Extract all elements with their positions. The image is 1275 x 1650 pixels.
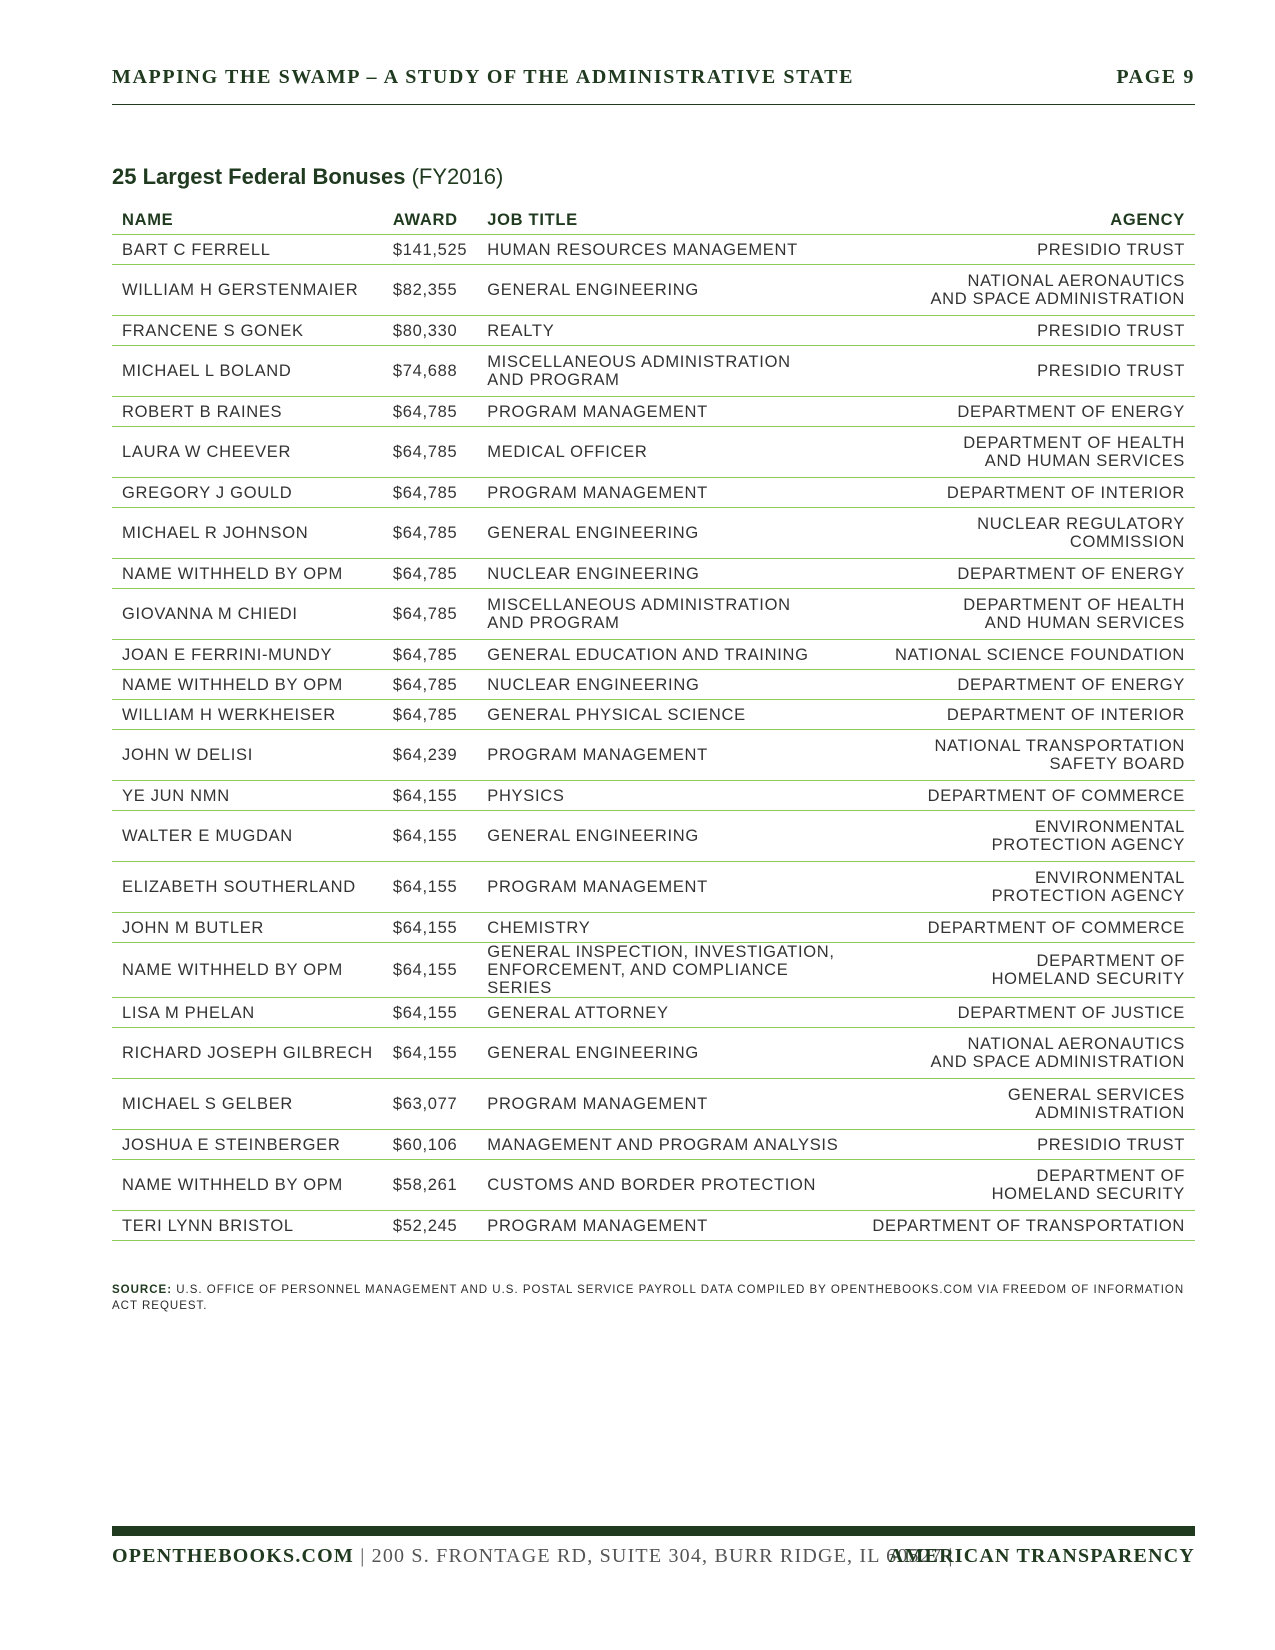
job-title-line: PROGRAM MANAGEMENT: [487, 1216, 708, 1235]
agency-line: NATIONAL TRANSPORTATION: [934, 737, 1185, 755]
cell-job-title: [477, 913, 857, 943]
cell-award: $64,155: [383, 811, 477, 862]
agency-line: PRESIDIO TRUST: [1037, 1135, 1185, 1154]
agency-line: DEPARTMENT OF TRANSPORTATION: [872, 1216, 1185, 1235]
agency-line: AND SPACE ADMINISTRATION: [930, 290, 1185, 308]
agency-line: DEPARTMENT OF HEALTH: [963, 596, 1185, 614]
cell-agency: [857, 862, 1195, 913]
job-title-line: CUSTOMS AND BORDER PROTECTION: [487, 1176, 817, 1194]
cell-job-title: [477, 397, 857, 427]
cell-name: WILLIAM H WERKHEISER: [112, 700, 383, 730]
cell-agency: [857, 998, 1195, 1028]
table-row: [112, 913, 1195, 943]
cell-agency: [857, 589, 1195, 640]
table-row: [112, 700, 1195, 730]
job-title-line: AND PROGRAM: [487, 614, 620, 632]
cell-name: WILLIAM H GERSTENMAIER: [112, 265, 383, 316]
cell-job-title: [477, 862, 857, 913]
table-row: [112, 478, 1195, 508]
cell-job-title: [477, 589, 857, 640]
cell-job-title: [477, 943, 857, 998]
column-header-agency: AGENCY: [857, 206, 1195, 235]
agency-line: DEPARTMENT OF INTERIOR: [946, 705, 1185, 724]
agency-line: DEPARTMENT OF: [1036, 1167, 1185, 1185]
cell-name: ROBERT B RAINES: [112, 397, 383, 427]
agency-line: PRESIDIO TRUST: [1037, 240, 1185, 259]
cell-award: $64,785: [383, 640, 477, 670]
job-title-line: GENERAL ATTORNEY: [487, 1003, 669, 1022]
cell-agency: [857, 316, 1195, 346]
job-title-line: GENERAL ENGINEERING: [487, 281, 699, 299]
cell-name: LAURA W CHEEVER: [112, 427, 383, 478]
cell-award: $64,785: [383, 700, 477, 730]
agency-line: ENVIRONMENTAL: [1035, 818, 1185, 836]
agency-line: DEPARTMENT OF COMMERCE: [927, 786, 1185, 805]
cell-award: $64,155: [383, 943, 477, 998]
agency-line: ADMINISTRATION: [1035, 1104, 1185, 1122]
agency-line: PRESIDIO TRUST: [1037, 321, 1185, 340]
job-title-line: ENFORCEMENT, AND COMPLIANCE SERIES: [487, 961, 789, 997]
cell-job-title: [477, 730, 857, 781]
cell-agency: [857, 559, 1195, 589]
cell-award: $64,155: [383, 998, 477, 1028]
table-row: [112, 670, 1195, 700]
footer-bar: [112, 1526, 1195, 1536]
cell-agency: [857, 478, 1195, 508]
agency-line: SAFETY BOARD: [1049, 755, 1185, 773]
table-row: [112, 235, 1195, 265]
cell-award: $64,155: [383, 913, 477, 943]
table-row: [112, 427, 1195, 478]
column-header-job-title: JOB TITLE: [477, 206, 857, 235]
cell-award: $141,525: [383, 235, 477, 265]
cell-agency: [857, 235, 1195, 265]
job-title-line: MEDICAL OFFICER: [487, 443, 648, 461]
cell-name: WALTER E MUGDAN: [112, 811, 383, 862]
cell-agency: [857, 346, 1195, 397]
source-note: [112, 1282, 1195, 1314]
cell-agency: [857, 1079, 1195, 1130]
job-title-line: PROGRAM MANAGEMENT: [487, 483, 708, 502]
cell-job-title: [477, 235, 857, 265]
table-row: [112, 811, 1195, 862]
cell-agency: [857, 265, 1195, 316]
agency-line: PROTECTION AGENCY: [991, 836, 1185, 854]
cell-award: $63,077: [383, 1079, 477, 1130]
job-title-line: GENERAL ENGINEERING: [487, 524, 699, 542]
table-row: [112, 508, 1195, 559]
table-title-main: 25 Largest Federal Bonuses: [112, 164, 406, 189]
cell-job-title: [477, 508, 857, 559]
cell-agency: [857, 943, 1195, 998]
table-row: [112, 346, 1195, 397]
agency-line: ENVIRONMENTAL: [1035, 869, 1185, 887]
cell-agency: [857, 1211, 1195, 1241]
footer-tagline: AMERICAN TRANSPARENCY: [888, 1545, 1195, 1567]
source-text: U.S. OFFICE OF PERSONNEL MANAGEMENT AND U.S. POSTAL SERVICE PAYROLL DATA COMPILED BY OPENTHEBOOKS.COM VIA FREEDOM OF INFORMATION ACT REQUEST.: [112, 1284, 1185, 1312]
table-row: [112, 730, 1195, 781]
agency-line: NUCLEAR REGULATORY: [977, 515, 1185, 533]
job-title-line: GENERAL PHYSICAL SCIENCE: [487, 705, 746, 724]
table-row: [112, 1079, 1195, 1130]
job-title-line: NUCLEAR ENGINEERING: [487, 564, 700, 583]
cell-award: $64,785: [383, 478, 477, 508]
cell-award: $64,785: [383, 670, 477, 700]
cell-agency: [857, 730, 1195, 781]
job-title-line: GENERAL INSPECTION, INVESTIGATION,: [487, 943, 835, 961]
agency-line: HOMELAND SECURITY: [991, 970, 1185, 988]
cell-name: FRANCENE S GONEK: [112, 316, 383, 346]
cell-name: NAME WITHHELD BY OPM: [112, 670, 383, 700]
job-title-line: MANAGEMENT AND PROGRAM ANALYSIS: [487, 1135, 839, 1154]
cell-job-title: [477, 478, 857, 508]
footer-brand: OPENTHEBOOKS.COM: [112, 1545, 355, 1567]
cell-job-title: [477, 1028, 857, 1079]
job-title-line: PHYSICS: [487, 786, 565, 805]
cell-award: $52,245: [383, 1211, 477, 1241]
cell-name: NAME WITHHELD BY OPM: [112, 559, 383, 589]
table-row: [112, 640, 1195, 670]
table-row: [112, 1028, 1195, 1079]
table-row: [112, 862, 1195, 913]
agency-line: DEPARTMENT OF HEALTH: [963, 434, 1185, 452]
cell-agency: [857, 397, 1195, 427]
cell-job-title: [477, 559, 857, 589]
agency-line: DEPARTMENT OF ENERGY: [957, 564, 1185, 583]
agency-line: DEPARTMENT OF COMMERCE: [927, 918, 1185, 937]
cell-name: GREGORY J GOULD: [112, 478, 383, 508]
agency-line: HOMELAND SECURITY: [991, 1185, 1185, 1203]
cell-award: $80,330: [383, 316, 477, 346]
cell-name: JOSHUA E STEINBERGER: [112, 1130, 383, 1160]
job-title-line: GENERAL EDUCATION AND TRAINING: [487, 645, 809, 664]
cell-job-title: [477, 640, 857, 670]
job-title-line: MISCELLANEOUS ADMINISTRATION: [487, 596, 791, 614]
agency-line: DEPARTMENT OF INTERIOR: [946, 483, 1185, 502]
cell-name: BART C FERRELL: [112, 235, 383, 265]
cell-agency: [857, 1028, 1195, 1079]
cell-award: $64,785: [383, 427, 477, 478]
bonus-table: [112, 206, 1195, 1241]
job-title-line: HUMAN RESOURCES MANAGEMENT: [487, 240, 798, 259]
agency-line: AND HUMAN SERVICES: [984, 452, 1185, 470]
cell-name: ELIZABETH SOUTHERLAND: [112, 862, 383, 913]
cell-name: YE JUN NMN: [112, 781, 383, 811]
cell-award: $64,785: [383, 589, 477, 640]
header-title: MAPPING THE SWAMP – A STUDY OF THE ADMINISTRATIVE STATE: [112, 66, 855, 88]
agency-line: DEPARTMENT OF ENERGY: [957, 675, 1185, 694]
cell-name: MICHAEL L BOLAND: [112, 346, 383, 397]
cell-agency: [857, 640, 1195, 670]
cell-award: $74,688: [383, 346, 477, 397]
table-row: [112, 559, 1195, 589]
job-title-line: PROGRAM MANAGEMENT: [487, 878, 708, 896]
job-title-line: MISCELLANEOUS ADMINISTRATION: [487, 353, 791, 371]
cell-award: $58,261: [383, 1160, 477, 1211]
cell-agency: [857, 1130, 1195, 1160]
cell-job-title: [477, 1160, 857, 1211]
cell-name: MICHAEL S GELBER: [112, 1079, 383, 1130]
agency-line: DEPARTMENT OF JUSTICE: [957, 1003, 1185, 1022]
job-title-line: CHEMISTRY: [487, 918, 591, 937]
table-title: [112, 164, 503, 190]
cell-name: RICHARD JOSEPH GILBRECH: [112, 1028, 383, 1079]
cell-name: JOAN E FERRINI-MUNDY: [112, 640, 383, 670]
page-header: [112, 62, 1195, 105]
cell-award: $64,785: [383, 559, 477, 589]
table-title-suffix: (FY2016): [411, 164, 504, 189]
cell-job-title: [477, 316, 857, 346]
cell-award: $64,785: [383, 397, 477, 427]
cell-name: TERI LYNN BRISTOL: [112, 1211, 383, 1241]
cell-award: $82,355: [383, 265, 477, 316]
table-header-row: [112, 206, 1195, 235]
job-title-line: PROGRAM MANAGEMENT: [487, 402, 708, 421]
agency-line: PRESIDIO TRUST: [1037, 362, 1185, 380]
cell-job-title: [477, 427, 857, 478]
agency-line: DEPARTMENT OF ENERGY: [957, 402, 1185, 421]
job-title-line: GENERAL ENGINEERING: [487, 827, 699, 845]
job-title-line: NUCLEAR ENGINEERING: [487, 675, 700, 694]
cell-agency: [857, 1160, 1195, 1211]
agency-line: AND SPACE ADMINISTRATION: [930, 1053, 1185, 1071]
table-row: [112, 943, 1195, 998]
cell-name: JOHN M BUTLER: [112, 913, 383, 943]
table-row: [112, 781, 1195, 811]
table-row: [112, 316, 1195, 346]
table-row: [112, 1130, 1195, 1160]
agency-line: COMMISSION: [1069, 533, 1185, 551]
cell-name: NAME WITHHELD BY OPM: [112, 943, 383, 998]
cell-agency: [857, 700, 1195, 730]
cell-job-title: [477, 670, 857, 700]
cell-job-title: [477, 811, 857, 862]
cell-agency: [857, 811, 1195, 862]
agency-line: GENERAL SERVICES: [1007, 1086, 1185, 1104]
agency-line: AND HUMAN SERVICES: [984, 614, 1185, 632]
job-title-line: AND PROGRAM: [487, 371, 620, 389]
cell-job-title: [477, 781, 857, 811]
agency-line: PROTECTION AGENCY: [991, 887, 1185, 905]
cell-name: NAME WITHHELD BY OPM: [112, 1160, 383, 1211]
column-header-name: NAME: [112, 206, 383, 235]
table-row: [112, 1160, 1195, 1211]
footer-address: | 200 S. FRONTAGE RD, SUITE 304, BURR RIDGE, IL 60527 |: [360, 1545, 954, 1567]
cell-agency: [857, 670, 1195, 700]
cell-job-title: [477, 700, 857, 730]
table-body: [112, 235, 1195, 1241]
cell-agency: [857, 913, 1195, 943]
cell-agency: [857, 427, 1195, 478]
cell-award: $64,155: [383, 862, 477, 913]
cell-job-title: [477, 998, 857, 1028]
cell-job-title: [477, 1211, 857, 1241]
cell-award: $64,155: [383, 1028, 477, 1079]
cell-award: $64,785: [383, 508, 477, 559]
cell-name: JOHN W DELISI: [112, 730, 383, 781]
cell-award: $64,155: [383, 781, 477, 811]
cell-job-title: [477, 346, 857, 397]
cell-name: LISA M PHELAN: [112, 998, 383, 1028]
table-row: [112, 397, 1195, 427]
job-title-line: PROGRAM MANAGEMENT: [487, 746, 708, 764]
cell-agency: [857, 781, 1195, 811]
job-title-line: GENERAL ENGINEERING: [487, 1044, 699, 1062]
cell-name: GIOVANNA M CHIEDI: [112, 589, 383, 640]
table-row: [112, 589, 1195, 640]
table-row: [112, 265, 1195, 316]
agency-line: NATIONAL AERONAUTICS: [967, 1035, 1185, 1053]
page-number: PAGE 9: [1116, 66, 1195, 88]
cell-job-title: [477, 1130, 857, 1160]
column-header-award: AWARD: [383, 206, 477, 235]
cell-agency: [857, 508, 1195, 559]
page-footer: [112, 1545, 1195, 1575]
agency-line: DEPARTMENT OF: [1036, 952, 1185, 970]
job-title-line: PROGRAM MANAGEMENT: [487, 1095, 708, 1113]
cell-job-title: [477, 1079, 857, 1130]
cell-award: $64,239: [383, 730, 477, 781]
table-row: [112, 1211, 1195, 1241]
table-row: [112, 998, 1195, 1028]
cell-name: MICHAEL R JOHNSON: [112, 508, 383, 559]
agency-line: NATIONAL SCIENCE FOUNDATION: [895, 645, 1185, 664]
cell-award: $60,106: [383, 1130, 477, 1160]
agency-line: NATIONAL AERONAUTICS: [967, 272, 1185, 290]
source-label: SOURCE:: [112, 1284, 173, 1296]
cell-job-title: [477, 265, 857, 316]
job-title-line: REALTY: [487, 321, 555, 340]
